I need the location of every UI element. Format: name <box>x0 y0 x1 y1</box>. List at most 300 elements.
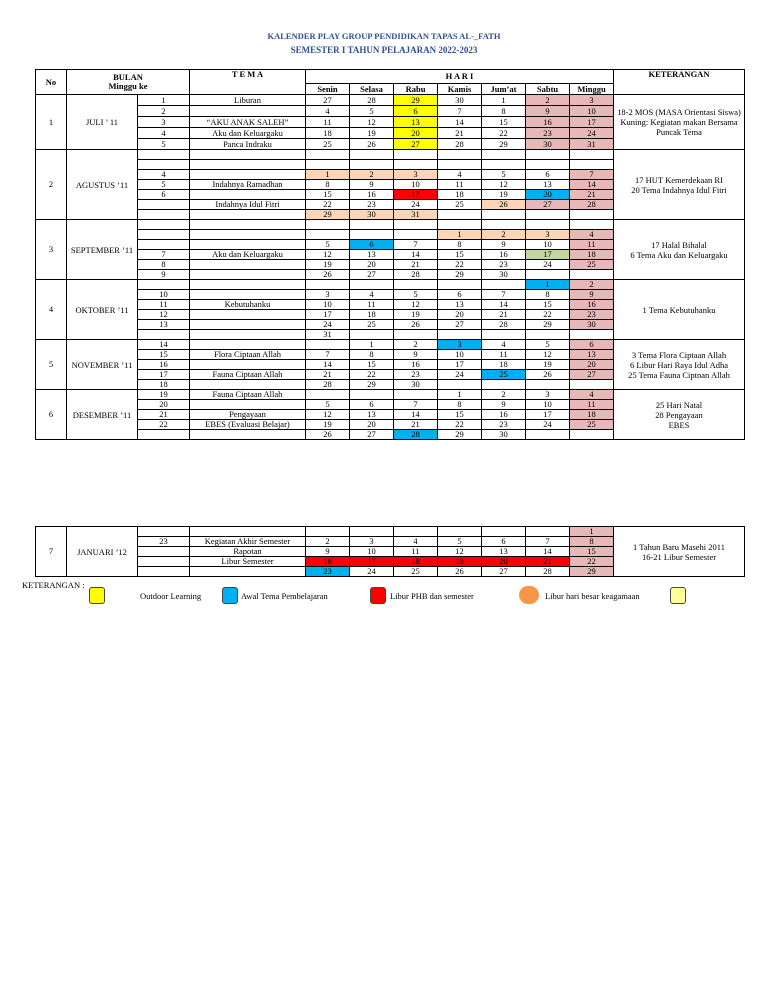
week-number: 19 <box>138 390 190 400</box>
day-cell: 18 <box>570 410 614 420</box>
day-cell: 8 <box>482 106 526 117</box>
day-cell: 30 <box>482 270 526 280</box>
week-number <box>138 547 190 557</box>
day-cell <box>350 280 394 290</box>
theme-cell: Libur Semester <box>190 557 306 567</box>
week-number: 6 <box>138 190 190 200</box>
day-cell: 24 <box>306 320 350 330</box>
week-number: 15 <box>138 350 190 360</box>
month-name: JANUARI ’12 <box>67 527 138 577</box>
day-cell: 26 <box>394 320 438 330</box>
week-number: 5 <box>138 139 190 150</box>
day-cell: 19 <box>526 360 570 370</box>
day-cell <box>438 150 482 160</box>
day-cell: 23 <box>306 567 350 577</box>
day-cell: 5 <box>526 340 570 350</box>
keterangan-cell <box>614 95 745 150</box>
day-cell: 24 <box>526 420 570 430</box>
day-cell: 21 <box>570 190 614 200</box>
day-cell: 11 <box>306 117 350 128</box>
day-cell: 23 <box>482 420 526 430</box>
week-number <box>138 527 190 537</box>
day-cell: 16 <box>306 557 350 567</box>
theme-cell: Indahnya Ramadhan <box>190 180 306 190</box>
day-cell <box>526 527 570 537</box>
day-cell: 24 <box>526 260 570 270</box>
week-number <box>138 557 190 567</box>
theme-cell <box>190 290 306 300</box>
day-cell <box>350 150 394 160</box>
keterangan-line: 6 Tema Aku dan Keluargaku <box>630 249 728 260</box>
day-cell: 20 <box>350 420 394 430</box>
theme-cell: Fauna Ciptaan Allah <box>190 370 306 380</box>
day-cell: 26 <box>482 200 526 210</box>
week-number: 3 <box>138 117 190 128</box>
day-cell: 12 <box>438 547 482 557</box>
day-cell: 25 <box>482 370 526 380</box>
day-cell: 27 <box>350 270 394 280</box>
day-cell: 18 <box>438 190 482 200</box>
theme-cell <box>190 190 306 200</box>
day-cell: 4 <box>306 106 350 117</box>
header-day-kamis: Kamis <box>438 84 482 95</box>
day-cell: 25 <box>570 260 614 270</box>
day-cell: 3 <box>350 537 394 547</box>
day-cell: 19 <box>394 310 438 320</box>
day-cell: 29 <box>438 430 482 440</box>
week-number: 4 <box>138 128 190 139</box>
day-cell <box>482 330 526 340</box>
day-cell: 10 <box>350 547 394 557</box>
day-cell: 2 <box>482 390 526 400</box>
theme-cell <box>190 230 306 240</box>
day-cell <box>482 527 526 537</box>
keterangan-line: 25 Tema Fauna Ciptnan Allah <box>628 369 730 380</box>
legend-label-item: Awal Tema Pembelajaran <box>241 591 328 601</box>
day-cell: 3 <box>306 290 350 300</box>
day-cell: 5 <box>350 106 394 117</box>
day-cell: 25 <box>570 420 614 430</box>
day-cell <box>394 220 438 230</box>
day-cell <box>306 160 350 170</box>
day-cell: 18 <box>394 557 438 567</box>
week-number <box>138 230 190 240</box>
day-cell <box>350 160 394 170</box>
week-number <box>138 160 190 170</box>
week-number <box>138 200 190 210</box>
day-cell: 20 <box>394 128 438 139</box>
day-cell: 28 <box>306 380 350 390</box>
day-cell: 19 <box>306 420 350 430</box>
day-cell: 2 <box>570 280 614 290</box>
day-cell: 8 <box>438 240 482 250</box>
theme-cell: Fauna Ciptaan Allah <box>190 390 306 400</box>
day-cell: 20 <box>570 360 614 370</box>
calendar-row <box>36 280 745 290</box>
day-cell: 15 <box>482 117 526 128</box>
day-cell: 28 <box>438 139 482 150</box>
day-cell: 21 <box>394 420 438 430</box>
day-cell: 10 <box>526 240 570 250</box>
day-cell <box>570 160 614 170</box>
day-cell: 1 <box>570 527 614 537</box>
day-cell: 15 <box>570 547 614 557</box>
day-cell: 2 <box>306 537 350 547</box>
day-cell: 21 <box>306 370 350 380</box>
keterangan-line: EBES <box>668 419 690 430</box>
header-day-jumat: Jum’at <box>482 84 526 95</box>
day-cell: 13 <box>482 547 526 557</box>
week-number <box>138 240 190 250</box>
day-cell <box>526 380 570 390</box>
day-cell: 8 <box>438 400 482 410</box>
week-number: 17 <box>138 370 190 380</box>
day-cell <box>306 390 350 400</box>
day-cell: 12 <box>350 117 394 128</box>
week-number: 21 <box>138 410 190 420</box>
day-cell: 22 <box>306 200 350 210</box>
day-cell: 4 <box>570 230 614 240</box>
keterangan-line: 6 Libur Hari Raya Idul Adha <box>630 359 728 370</box>
day-cell <box>570 150 614 160</box>
day-cell <box>570 330 614 340</box>
legend-swatch <box>222 587 238 604</box>
day-cell: 31 <box>306 330 350 340</box>
day-cell: 29 <box>526 320 570 330</box>
day-cell: 18 <box>350 310 394 320</box>
theme-cell: Pengayaan <box>190 410 306 420</box>
day-cell <box>350 330 394 340</box>
header-bulan-label: BULAN <box>113 72 143 82</box>
calendar-subtitle: SEMESTER I TAHUN PELAJARAN 2022-2023 <box>290 45 478 55</box>
day-cell: 13 <box>526 180 570 190</box>
day-cell: 24 <box>350 567 394 577</box>
day-cell: 7 <box>482 290 526 300</box>
day-cell: 1 <box>438 390 482 400</box>
day-cell: 10 <box>394 180 438 190</box>
day-cell: 14 <box>570 180 614 190</box>
theme-cell: Flora Ciptaan Allah <box>190 350 306 360</box>
day-cell: 22 <box>526 310 570 320</box>
legend-label-item: Libur PHB dan semester <box>390 591 474 601</box>
day-cell: 10 <box>570 106 614 117</box>
day-cell <box>394 280 438 290</box>
day-cell <box>570 270 614 280</box>
theme-cell <box>190 400 306 410</box>
day-cell <box>482 220 526 230</box>
day-cell: 11 <box>482 350 526 360</box>
day-cell <box>570 430 614 440</box>
day-cell: 9 <box>306 547 350 557</box>
day-cell: 7 <box>394 400 438 410</box>
month-name: OKTOBER ’11 <box>67 280 138 340</box>
day-cell <box>570 210 614 220</box>
day-cell <box>394 330 438 340</box>
day-cell: 1 <box>526 280 570 290</box>
day-cell: 6 <box>394 106 438 117</box>
day-cell: 24 <box>570 128 614 139</box>
day-cell: 27 <box>306 95 350 106</box>
month-number: 5 <box>36 340 67 390</box>
day-cell <box>350 220 394 230</box>
header-day-minggu: Minggu <box>570 84 614 95</box>
day-cell <box>306 280 350 290</box>
calendar-row <box>36 95 745 106</box>
day-cell: 26 <box>350 139 394 150</box>
keterangan-line: 1 Tema Kebutuhanku <box>642 304 716 315</box>
day-cell: 30 <box>394 380 438 390</box>
day-cell: 14 <box>526 547 570 557</box>
day-cell: 27 <box>394 139 438 150</box>
day-cell: 28 <box>394 430 438 440</box>
day-cell: 9 <box>350 180 394 190</box>
day-cell: 30 <box>526 139 570 150</box>
day-cell: 27 <box>350 430 394 440</box>
day-cell: 4 <box>482 340 526 350</box>
theme-cell <box>190 567 306 577</box>
day-cell: 6 <box>526 170 570 180</box>
day-cell: 4 <box>394 537 438 547</box>
theme-cell <box>190 330 306 340</box>
day-cell: 15 <box>438 410 482 420</box>
keterangan-line: Kuning: Kegiatan makan Bersama Puncak Tema <box>620 117 738 137</box>
day-cell: 14 <box>306 360 350 370</box>
header-day-selasa: Selasa <box>350 84 394 95</box>
day-cell: 16 <box>526 117 570 128</box>
day-cell: 13 <box>438 300 482 310</box>
week-number: 1 <box>138 95 190 106</box>
day-cell: 29 <box>350 380 394 390</box>
legend-label-item: Outdoor Learning <box>140 591 202 601</box>
day-cell <box>394 390 438 400</box>
header-day-sabtu: Sabtu <box>526 84 570 95</box>
day-cell: 29 <box>438 270 482 280</box>
day-cell: 29 <box>570 567 614 577</box>
day-cell: 6 <box>482 537 526 547</box>
theme-cell: Aku dan Keluargaku <box>190 250 306 260</box>
day-cell <box>570 220 614 230</box>
day-cell: 2 <box>482 230 526 240</box>
day-cell: 25 <box>306 139 350 150</box>
day-cell <box>438 220 482 230</box>
month-name: NOVEMBER ’11 <box>67 340 138 390</box>
week-number: 10 <box>138 290 190 300</box>
day-cell: 29 <box>306 210 350 220</box>
day-cell: 7 <box>526 537 570 547</box>
month-number: 7 <box>36 527 67 577</box>
day-cell: 3 <box>526 230 570 240</box>
theme-cell <box>190 310 306 320</box>
day-cell <box>306 150 350 160</box>
day-cell: 19 <box>306 260 350 270</box>
day-cell: 25 <box>394 567 438 577</box>
keterangan-line: 3 Tema Flora Ciptaan Allah <box>631 349 727 360</box>
day-cell: 12 <box>526 350 570 360</box>
header-no: No <box>36 70 67 95</box>
week-number: 14 <box>138 340 190 350</box>
theme-cell <box>190 240 306 250</box>
day-cell: 30 <box>570 320 614 330</box>
day-cell <box>526 150 570 160</box>
legend-swatch <box>670 587 686 604</box>
day-cell: 14 <box>482 300 526 310</box>
day-cell: 21 <box>482 310 526 320</box>
day-cell: 15 <box>438 250 482 260</box>
day-cell: 19 <box>350 128 394 139</box>
day-cell: 14 <box>394 410 438 420</box>
day-cell <box>482 150 526 160</box>
keterangan-line: 25 Hari Natal <box>655 399 703 410</box>
day-cell: 17 <box>350 557 394 567</box>
day-cell: 29 <box>394 95 438 106</box>
header-bulan <box>67 70 190 95</box>
day-cell: 11 <box>570 240 614 250</box>
day-cell <box>438 210 482 220</box>
keterangan-line: 1 Tahun Baru Masehi 2011 <box>633 541 725 552</box>
day-cell: 8 <box>350 350 394 360</box>
day-cell: 31 <box>570 139 614 150</box>
day-cell: 7 <box>570 170 614 180</box>
keterangan-line: 18-2 MOS (MASA Orientasi Siswa) <box>617 107 741 117</box>
theme-cell: “AKU ANAK SALEH” <box>190 117 306 128</box>
week-number: 9 <box>138 270 190 280</box>
day-cell: 5 <box>394 290 438 300</box>
week-number <box>138 150 190 160</box>
day-cell: 5 <box>482 170 526 180</box>
day-cell: 23 <box>482 260 526 270</box>
month-name: SEPTEMBER ’11 <box>67 220 138 280</box>
day-cell: 11 <box>350 300 394 310</box>
day-cell: 9 <box>482 240 526 250</box>
day-cell: 11 <box>438 180 482 190</box>
day-cell: 26 <box>306 430 350 440</box>
header-tema: T E M A <box>190 70 306 95</box>
theme-cell <box>190 270 306 280</box>
day-cell: 9 <box>394 350 438 360</box>
week-number: 4 <box>138 170 190 180</box>
legend-swatch <box>370 587 386 604</box>
theme-cell: Kebutuhanku <box>190 300 306 310</box>
day-cell: 13 <box>350 250 394 260</box>
day-cell: 26 <box>438 567 482 577</box>
day-cell: 20 <box>438 310 482 320</box>
day-cell <box>306 230 350 240</box>
theme-cell <box>190 280 306 290</box>
day-cell: 9 <box>482 400 526 410</box>
day-cell <box>482 160 526 170</box>
day-cell: 12 <box>482 180 526 190</box>
header-keterangan: KETERANGAN <box>614 70 745 95</box>
day-cell: 17 <box>306 310 350 320</box>
week-number: 11 <box>138 300 190 310</box>
day-cell: 16 <box>570 300 614 310</box>
theme-cell: Indahnya Idul Fitri <box>190 200 306 210</box>
day-cell: 17 <box>394 190 438 200</box>
theme-cell <box>190 320 306 330</box>
day-cell: 14 <box>394 250 438 260</box>
theme-cell <box>190 380 306 390</box>
keterangan-cell <box>614 280 745 340</box>
calendar-row <box>36 527 745 537</box>
day-cell <box>482 280 526 290</box>
day-cell: 19 <box>438 557 482 567</box>
day-cell: 17 <box>526 250 570 260</box>
month-number: 1 <box>36 95 67 150</box>
day-cell: 10 <box>438 350 482 360</box>
day-cell: 9 <box>570 290 614 300</box>
theme-cell: Kegiatan Akhir Semester <box>190 537 306 547</box>
month-name: DESEMBER ’11 <box>67 390 138 440</box>
day-cell: 22 <box>350 370 394 380</box>
theme-cell: Panca Indraku <box>190 139 306 150</box>
day-cell: 28 <box>394 270 438 280</box>
day-cell: 18 <box>570 250 614 260</box>
day-cell: 27 <box>526 200 570 210</box>
day-cell: 4 <box>438 170 482 180</box>
day-cell: 23 <box>526 128 570 139</box>
day-cell: 11 <box>570 400 614 410</box>
legend-label-item: Libur hari besar keagamaan <box>545 591 640 601</box>
day-cell: 28 <box>482 320 526 330</box>
day-cell: 28 <box>570 200 614 210</box>
day-cell: 17 <box>570 117 614 128</box>
theme-cell <box>190 210 306 220</box>
day-cell: 24 <box>394 200 438 210</box>
keterangan-line: 16-21 Libur Semester <box>641 551 717 562</box>
month-name: AGUSTUS ’11 <box>67 150 138 220</box>
keterangan-cell <box>614 150 745 220</box>
keterangan-cell <box>614 340 745 390</box>
week-number: 12 <box>138 310 190 320</box>
theme-cell: Aku dan Keluargaku <box>190 128 306 139</box>
day-cell: 2 <box>350 170 394 180</box>
day-cell: 27 <box>570 370 614 380</box>
day-cell: 7 <box>394 240 438 250</box>
day-cell: 6 <box>438 290 482 300</box>
day-cell: 31 <box>394 210 438 220</box>
day-cell: 12 <box>394 300 438 310</box>
day-cell <box>570 380 614 390</box>
day-cell: 1 <box>482 95 526 106</box>
month-number: 2 <box>36 150 67 220</box>
day-cell: 4 <box>350 290 394 300</box>
day-cell: 25 <box>350 320 394 330</box>
day-cell: 3 <box>394 170 438 180</box>
week-number <box>138 280 190 290</box>
day-cell: 15 <box>350 360 394 370</box>
day-cell: 30 <box>438 95 482 106</box>
day-cell <box>438 160 482 170</box>
month-name: JULI ’ 11 <box>67 95 138 150</box>
theme-cell: EBES (Evaluasi Belajar) <box>190 420 306 430</box>
day-cell <box>394 160 438 170</box>
day-cell <box>306 220 350 230</box>
week-number <box>138 210 190 220</box>
day-cell: 22 <box>482 128 526 139</box>
day-cell: 21 <box>526 557 570 567</box>
day-cell: 29 <box>482 139 526 150</box>
day-cell: 30 <box>482 430 526 440</box>
calendar-row <box>36 390 745 400</box>
header-hari: H A R I <box>306 70 614 84</box>
theme-cell <box>190 220 306 230</box>
day-cell: 2 <box>526 95 570 106</box>
day-cell: 1 <box>306 170 350 180</box>
day-cell: 5 <box>306 240 350 250</box>
day-cell: 16 <box>482 250 526 260</box>
day-cell <box>394 150 438 160</box>
day-cell: 13 <box>570 350 614 360</box>
